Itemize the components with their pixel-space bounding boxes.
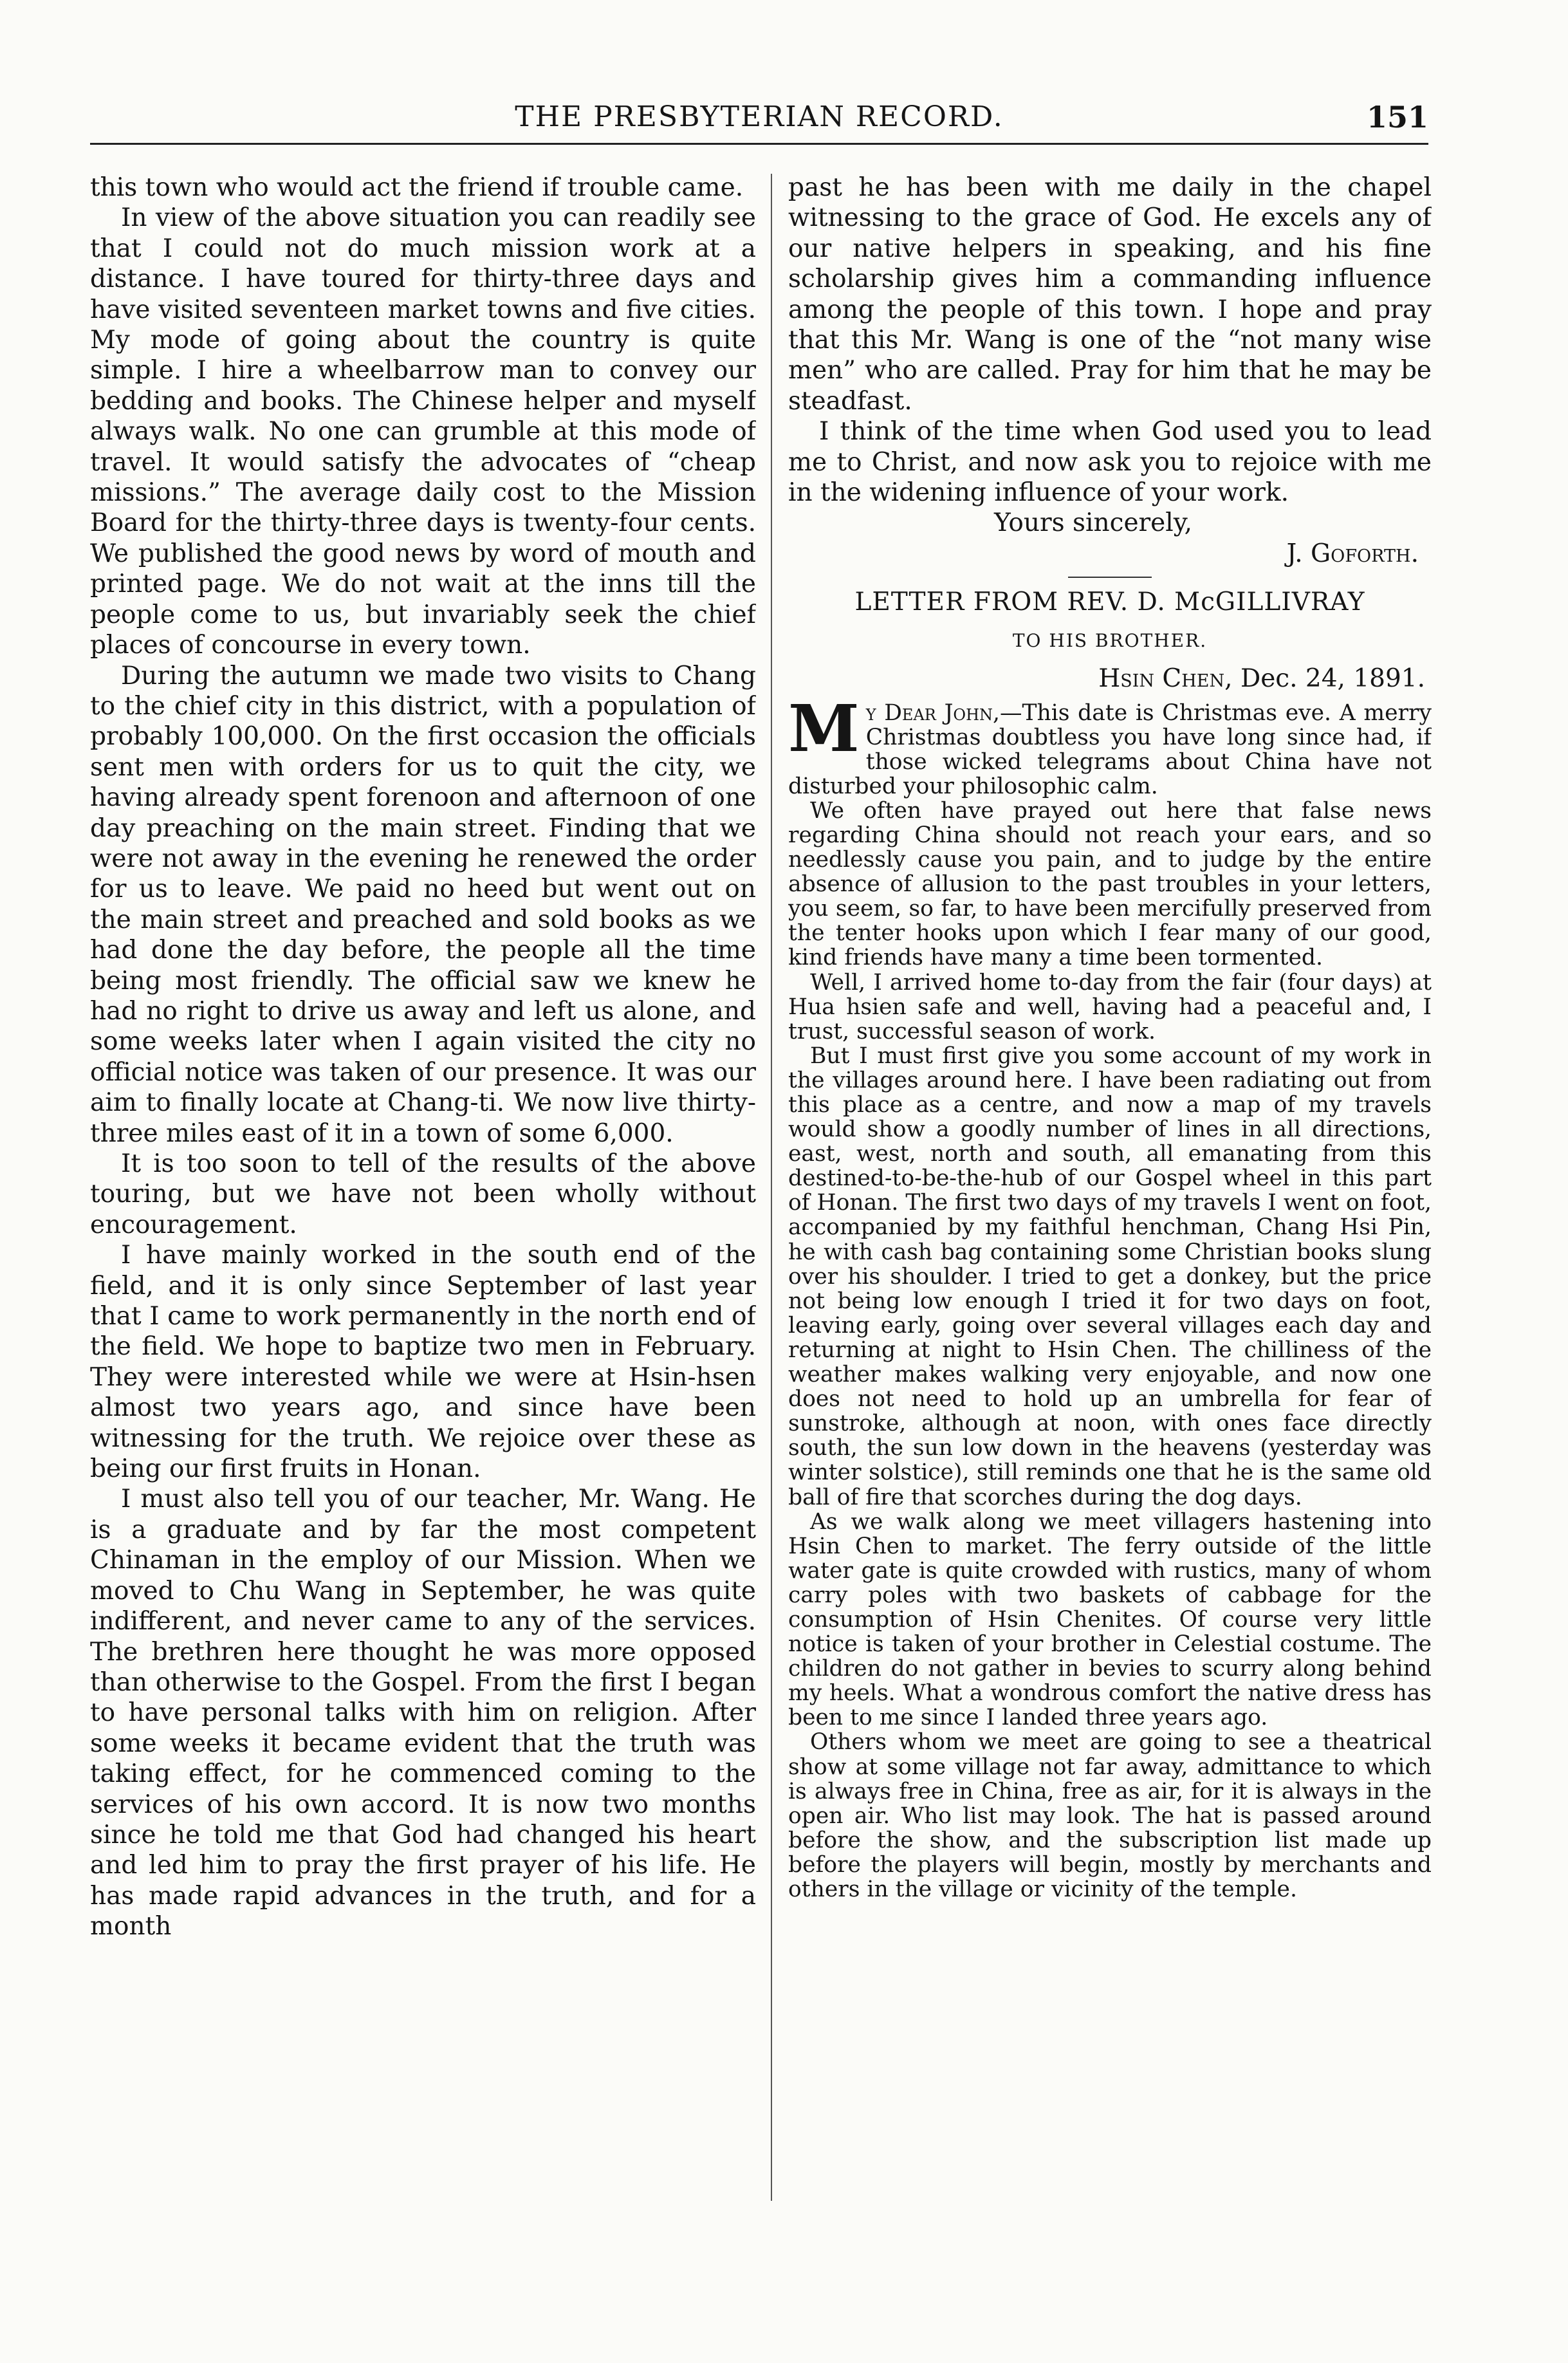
salutation: y Dear John, <box>865 700 1000 726</box>
letter-body <box>788 690 1432 1902</box>
letter-opening-text: —This date is Christmas eve. A merry Christmas doubtless you have long since had, if those wicked telegrams about China have not disturbed your philosophic calm. <box>788 700 1432 799</box>
left-column <box>90 172 756 2225</box>
column-divider <box>771 174 772 2201</box>
dateline <box>788 663 1432 694</box>
dateline-date: Dec. 24, 1891. <box>1240 664 1425 694</box>
letter-paragraph: As we walk along we meet villagers hastening into Hsin Chen to market. The ferry outside of the little water gate is quite crowded with rustics, many of whom carry poles with two baskets of cabbage for the consumption of Hsin Chenites. Of course very little notice is taken of your brother in Celestial costume. The children do not gather in bevies to scurry along behind my heels. What a wondrous comfort the native dress has been to me since I landed three years ago. <box>788 1508 1432 1731</box>
letter-signature: J. Goforth. <box>1286 539 1419 568</box>
letter-closing: Yours sincerely, <box>994 508 1192 538</box>
paragraph: It is too soon to tell of the results of the above touring, but we have not been wholly without encouragement. <box>90 1149 756 1239</box>
letter-paragraph: Others whom we meet are going to see a theatrical show at some village not far away, admittance to which is always free in China, free as air, for it is always in the open air. Who list may look. The hat is passed around before the show, and the subscription list made up before the players will begin, mostly by merchants and others in the village or vicinity of the temple. <box>788 1729 1432 1902</box>
letter-opening <box>788 690 1432 799</box>
paragraph: this town who would act the friend if trouble came. <box>90 173 744 202</box>
drop-cap: M <box>788 690 860 766</box>
paragraph: I must also tell you of our teacher, Mr. Wang. He is a graduate and by far the most competent Chinaman in the employ of our Mission. When we moved to Chu Wang in September, he was quite indifferent, and never came to any of the services. The brethren here thought he was more opposed than otherwise to the Gospel. From the first I began to have personal talks with him on religion. After some weeks it became evident that the truth was taking effect, for he commenced coming to the services of his own accord. It is now two months since he told me that God had changed his heart and led him to pray the first prayer of his life. He has made rapid advances in the truth, and for a month <box>90 1485 756 1941</box>
paragraph: During the autumn we made two visits to Chang to the chief city in this district, with a population of probably 100,000. On the first occasion the officials sent men with orders for us to quit the city, we having already spent forenoon and afternoon of one day preaching on the main street. Finding that we were not away in the evening he renewed the order for us to leave. We paid no heed but went out on the main street and preached and sold books as we had done the day before, the people all the time being most friendly. The official saw we knew he had no right to drive us away and left us alone, and some weeks later when I again visited the city no official notice was taken of our presence. It was our aim to finally locate at Chang-ti. We now live thirty-three miles east of it in a town of some 6,000. <box>90 661 756 1148</box>
paragraph: past he has been with me daily in the chapel witnessing to the grace of God. He excels any of our native helpers in speaking, and his fine scholarship gives him a commanding influence among the people of this town. I hope and pray that this Mr. Wang is one of the “not many wise men” who are called. Pray for him that he may be steadfast. <box>788 173 1432 416</box>
section-divider <box>1068 577 1152 578</box>
page-title: THE PRESBYTERIAN RECORD. <box>515 100 1004 133</box>
paragraph: I have mainly worked in the south end of the field, and it is only since September of last year that I came to work permanently in the north end of the field. We hope to baptize two men in February. They were interested while we were at Hsin-hsen almost two years ago, and since have been witnessing for the truth. We rejoice over these as being our first fruits in Honan. <box>90 1241 756 1484</box>
running-head <box>90 97 1428 145</box>
letter-paragraph: Well, I arrived home to-day from the fair (four days) at Hua hsien safe and well, having had a peaceful and, I trust, successful season of work. <box>788 969 1432 1044</box>
article-subheading: TO HIS BROTHER. <box>1012 629 1208 651</box>
letter-paragraph: We often have prayed out here that false news regarding China should not reach your ears, and so needlessly cause you pain, and to judge by the entire absence of allusion to the past troubles in your letters, you seem, so far, to have been mercifully preserved from the tenter hooks upon which I fear many of our good, kind friends have many a time been tormented. <box>788 797 1432 971</box>
paragraph: In view of the above situation you can readily see that I could not do much mission work at a distance. I have toured for thirty-three days and have visited seventeen market towns and five cities. My mode of going about the country is quite simple. I hire a wheelbarrow man to convey our bedding and books. The Chinese helper and myself always walk. No one can grumble at this mode of travel. It would satisfy the advocates of “cheap missions.” The average daily cost to the Mission Board for the thirty-three days is twenty-four cents. We published the good news by word of mouth and printed page. We do not wait at the inns till the people come to us, but invariably seek the chief places of concourse in every town. <box>90 203 756 660</box>
paragraph: I think of the time when God used you to lead me to Christ, and now ask you to rejoice with me in the widening influence of your work. <box>788 417 1432 508</box>
right-column <box>788 172 1432 2225</box>
dateline-place: Hsin Chen, <box>1098 664 1233 694</box>
article-heading: LETTER FROM REV. D. McGILLIVRAY <box>854 588 1365 617</box>
page-number: 151 <box>1366 100 1428 134</box>
letter-paragraph: But I must first give you some account of my work in the villages around here. I have been radiating out from this place as a centre, and now a map of my travels would show a goodly number of lines in all directions, east, west, north and south, all emanating from this destined-to-be-the-hub of our Gospel wheel in this part of Honan. The first two days of my travels I went on foot, accompanied by my faithful henchman, Chang Hsi Pin, he with cash bag containing some Christian books slung over his shoulder. I tried to get a donkey, but the price not being low enough I tried it for two days on foot, leaving early, going over several villages each day and returning at night to Hsin Chen. The chilliness of the weather makes walking very enjoyable, and now one does not need to hold up an umbrella for fear of sunstroke, although at noon, with ones face directly south, the sun low down in the heavens (yesterday was winter solstice), still reminds one that he is the same old ball of fire that scorches during the dog days. <box>788 1042 1432 1510</box>
